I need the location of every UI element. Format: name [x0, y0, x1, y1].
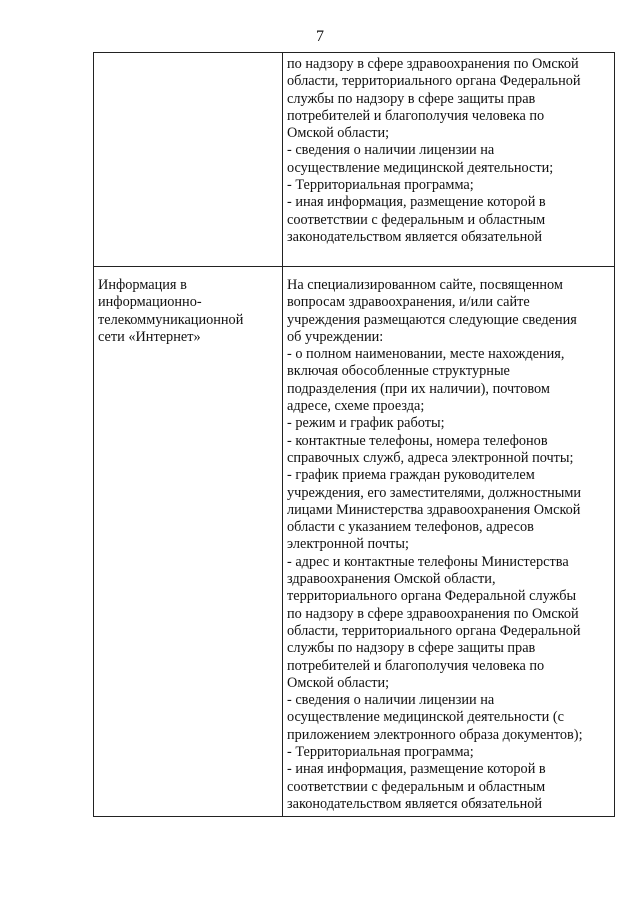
text-line: - о полном наименовании, месте нахождения,	[287, 346, 565, 363]
text-line: осуществление медицинской деятельности (с	[287, 709, 564, 726]
text-line: области, территориального органа Федеральной	[287, 622, 581, 639]
text-line: потребителей и благополучия человека по	[287, 657, 545, 674]
text-line: электронной почты;	[287, 536, 409, 553]
table-cell-row1-left	[94, 53, 283, 267]
text-line: На специализированном сайте, посвященном	[287, 277, 563, 293]
text-line: здравоохранения Омской области,	[287, 571, 496, 588]
text-line: учреждения, его заместителями, должностными	[287, 484, 582, 501]
text-line: осуществление медицинской деятельности;	[287, 159, 554, 176]
text-line: - иная информация, размещение которой в	[287, 761, 546, 778]
table-cell-row2-left	[94, 267, 283, 817]
text-line: - режим и график работы;	[287, 415, 445, 432]
text-line: Омской области;	[287, 674, 390, 691]
text-line: - сведения о наличии лицензии на	[287, 692, 495, 709]
table-cell-row1-right	[283, 53, 615, 267]
text-line: - адрес и контактные телефоны Министерства	[287, 553, 569, 570]
text-line: учреждения размещаются следующие сведения	[287, 311, 577, 328]
text-line: соответствии с федеральным и областным	[287, 211, 546, 228]
text-line: службы по надзору в сфере защиты прав	[287, 640, 536, 657]
text-line: - иная информация, размещение которой в	[287, 194, 546, 211]
text-line: - Территориальная программа;	[287, 177, 474, 194]
text-line: соответствии с федеральным и областным	[287, 778, 546, 795]
text-line: - график приема граждан руководителем	[287, 467, 535, 484]
document-table	[93, 52, 615, 817]
row-heading-line: Информация в	[98, 277, 187, 293]
text-line: службы по надзору в сфере защиты прав	[287, 90, 536, 107]
text-line: адресе, схеме проезда;	[287, 398, 425, 415]
text-line: по надзору в сфере здравоохранения по Омской	[287, 56, 579, 72]
text-line: - Территориальная программа;	[287, 744, 474, 761]
text-line: законодательством является обязательной	[287, 795, 543, 812]
table-row-2	[94, 267, 615, 817]
table-row-1	[94, 53, 615, 267]
page-number: 7	[316, 28, 324, 45]
text-line: включая обособленные структурные	[287, 363, 510, 380]
text-line: области, территориального органа Федеральной	[287, 73, 581, 90]
text-line: по надзору в сфере здравоохранения по Омской	[287, 605, 579, 622]
text-line: Омской области;	[287, 125, 390, 142]
text-line: об учреждении:	[287, 328, 384, 345]
text-line: вопросам здравоохранения, и/или сайте	[287, 294, 530, 311]
text-line: потребителей и благополучия человека по	[287, 107, 545, 124]
row-heading-line: сети «Интернет»	[98, 328, 201, 345]
text-line: законодательством является обязательной	[287, 228, 543, 245]
text-line: приложением электронного образа документов);	[287, 726, 583, 743]
row-heading-line: телекоммуникационной	[98, 311, 244, 328]
text-line: территориального органа Федеральной службы	[287, 588, 577, 605]
text-line: - контактные телефоны, номера телефонов	[287, 432, 548, 449]
text-line: справочных служб, адреса электронной почты;	[287, 449, 574, 466]
text-line: лицами Министерства здравоохранения Омской	[287, 501, 581, 518]
text-line: подразделения (при их наличии), почтовом	[287, 380, 550, 397]
text-line: - сведения о наличии лицензии на	[287, 142, 495, 159]
text-line: области с указанием телефонов, адресов	[287, 519, 534, 536]
table-cell-row2-right	[283, 267, 615, 817]
row-heading-line: информационно-	[98, 294, 202, 311]
